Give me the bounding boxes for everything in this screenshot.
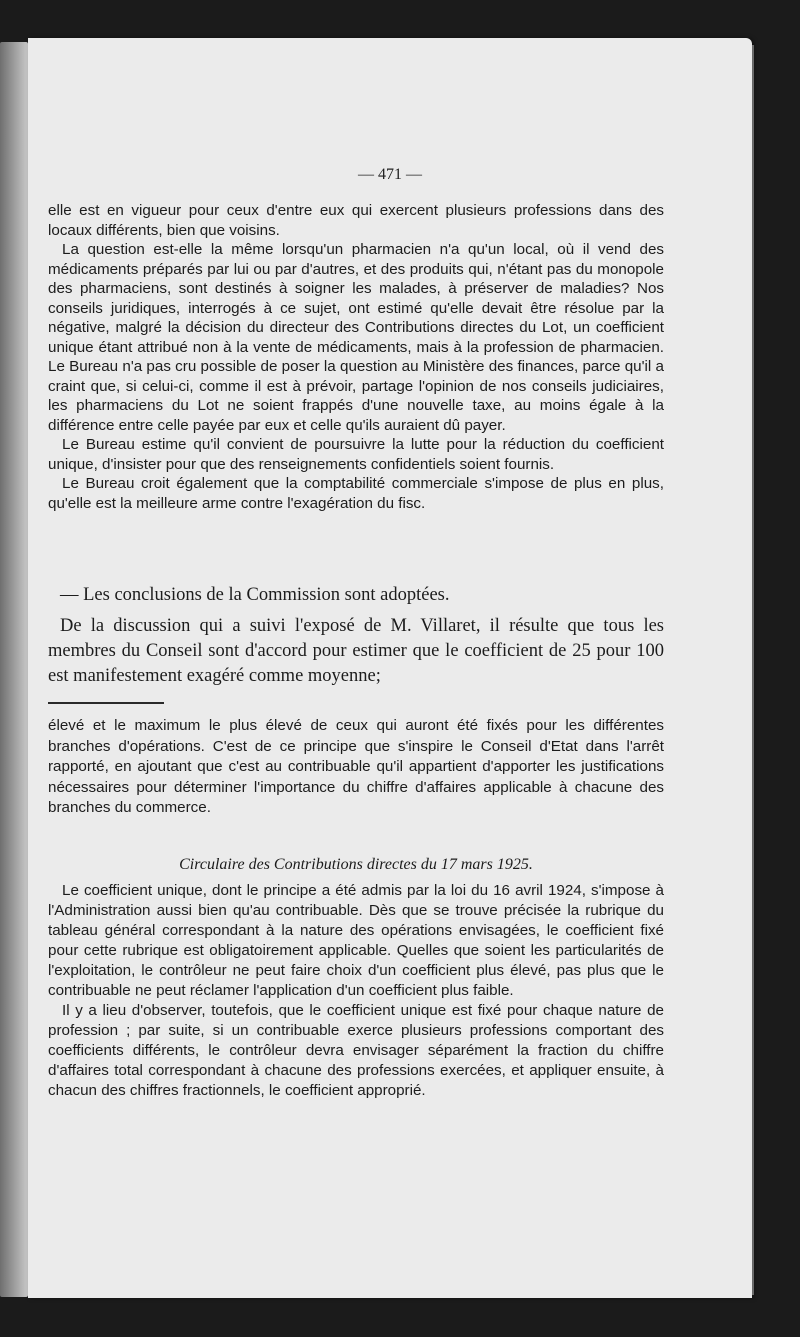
circular-paragraph: Le coefficient unique, dont le principe a été admis par la loi du 16 avril 1924, s'impose à l'Administration aussi bien qu'au contribuable. Dès que se trouve précisée la rubrique du tableau général correspondant à la nature des opérations envisagées, le coefficient fixé pour cette rubrique est obligatoirement applicable. Quelles que soient les particularités de l'exploitation, le contrôleur ne peut faire choix d'un coefficient plus élevé, pas plus que le contribuable ne peut réclamer l'application d'un coefficient plus faible.	[48, 882, 664, 999]
conclusion-block	[48, 583, 664, 695]
paragraph: Le Bureau estime qu'il convient de poursuivre la lutte pour la réduction du coefficient unique, d'insister pour que des renseignements confidentiels soient fournis.	[48, 436, 664, 473]
circular-paragraph: Il y a lieu d'observer, toutefois, que le coefficient unique est fixé pour chaque nature de profession ; par suite, si un contribuable exerce plusieurs professions comportant des coefficients différents, le contrôleur devra envisager séparément la fraction du chiffre d'affaires total correspondant à chacune des professions exercées, et appliquer ensuite, à chacun des chiffres fractionnels, le coefficient approprié.	[48, 1002, 664, 1099]
facing-page-edge	[0, 42, 28, 1297]
paragraph: elle est en vigueur pour ceux d'entre eux qui exercent plusieurs professions dans des locaux différents, bien que voisins.	[48, 202, 664, 239]
paragraph: Le Bureau croit également que la comptabilité commerciale s'impose de plus en plus, qu'elle est la meilleure arme contre l'exagération du fisc.	[48, 475, 664, 512]
discussion-paragraph: De la discussion qui a suivi l'exposé de M. Villaret, il résulte que tous les membres du Conseil sont d'accord pour estimer que le coefficient de 25 pour 100 est manifestement exagéré comme moyenne;	[48, 616, 664, 686]
footnote-block	[48, 716, 664, 819]
page-number: — 471 —	[358, 166, 422, 183]
document-page	[28, 38, 752, 1298]
conclusion-statement: — Les conclusions de la Commission sont adoptées.	[60, 585, 450, 605]
main-text-block	[48, 201, 664, 513]
circular-title: Circulaire des Contributions directes du 17 mars 1925.	[179, 856, 533, 873]
footnote-paragraph: élevé et le maximum le plus élevé de ceux qui auront été fixés pour les différentes branches d'opérations. C'est de ce principe que s'inspire le Conseil d'Etat dans l'arrêt rapporté, en ajoutant que c'est au contribuable qu'il appartient d'apporter les justifications nécessaires pour déterminer l'importance du chiffre d'affaires applicable à chacune des branches du commerce.	[48, 717, 664, 816]
footnote-separator	[48, 702, 164, 704]
paragraph: La question est-elle la même lorsqu'un pharmacien n'a qu'un local, où il vend des médicaments préparés par lui ou par d'autres, et des produits qui, n'étant pas du monopole des pharmaciens, sont destinés à soigner les malades, à préserver de maladies? Nos conseils juridiques, interrogés à ce sujet, ont estimé qu'elle devait être résolue par la négative, malgré la décision du directeur des Contributions directes du Lot, un coefficient unique étant attribué non à la vente de médicaments, mais à la profession de pharmacien. Le Bureau n'a pas cru possible de poser la question au Ministère des finances, parce qu'il a craint que, si celui-ci, comme il est à prévoir, partage l'opinion de nos conseils judiciaires, les pharmaciens du Lot ne soient frappés d'une nouvelle taxe, au moins égale à la différence entre celle payée par eux et celle qu'ils auraient dû payer.	[48, 241, 664, 434]
circular-text-block	[48, 881, 664, 1101]
